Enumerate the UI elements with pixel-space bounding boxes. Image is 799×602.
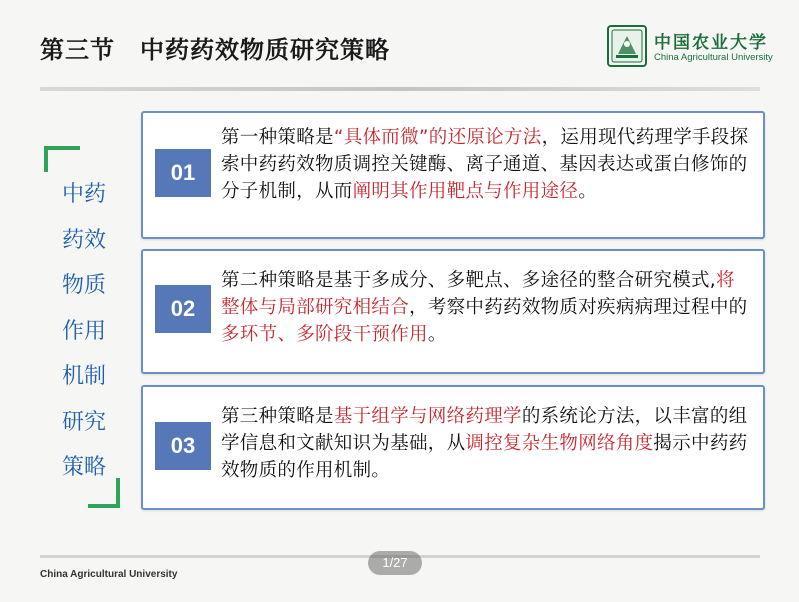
strategy-number-badge: 01 (155, 149, 211, 197)
strategy-card-1 (141, 111, 765, 239)
university-logo (606, 24, 776, 70)
logo-chinese-name: 中国农业大学 (654, 33, 768, 53)
side-label-line: 研究 (61, 409, 106, 435)
body-text: 第三种策略是 (221, 406, 334, 427)
strategy-number-badge: 03 (155, 422, 211, 470)
university-seal-icon (606, 24, 648, 68)
highlighted-text: 多环节、多阶段干预作用 (221, 324, 428, 345)
header-divider (40, 87, 760, 91)
strategy-text (221, 124, 751, 205)
footer-university: China Agricultural University (40, 569, 178, 580)
side-label-line: 中药 (61, 182, 106, 207)
body-text: 。 (578, 181, 598, 202)
side-label-line: 机制 (61, 364, 106, 389)
highlighted-text: “具体而微”的还原论方法 (333, 127, 542, 148)
body-text: 的系统论方法，以丰富的组学信息和文献知识为基础，从 (221, 406, 748, 454)
body-text: 揭示中药药效物质的作用机制。 (221, 433, 748, 481)
strategy-card-2 (141, 249, 765, 374)
body-text: 第二种策略是基于多成分、多靶点、多途径的整合研究模式, (221, 270, 716, 291)
side-label (56, 172, 112, 491)
side-label-line: 物质 (61, 273, 106, 298)
highlighted-text: 基于组学与网络药理学 (333, 406, 522, 427)
strategy-number-badge: 02 (155, 285, 211, 333)
side-label-line: 策略 (61, 455, 106, 480)
body-text: 第一种策略是 (221, 127, 334, 148)
bracket-bottom-right (88, 478, 120, 508)
strategy-text (221, 403, 751, 484)
logo-english-name: China Agricultural University (654, 52, 773, 63)
side-label-line: 作用 (61, 318, 106, 344)
highlighted-text: 将整体与局部研究相结合 (221, 270, 735, 318)
body-text: ，考察中药药效物质对疾病病理过程中的 (409, 297, 748, 318)
highlighted-text: 阐明其作用靶点与作用途径 (352, 181, 579, 202)
body-text: ，运用现代药理学手段探索中药药效物质调控关键酶、离子通道、基因表达或蛋白修饰的分子机制，从而 (221, 127, 749, 202)
page-title: 第三节 中药药效物质研究策略 (40, 36, 390, 64)
body-text: 。 (427, 324, 447, 345)
bracket-top-left (44, 146, 80, 172)
page-indicator[interactable]: 1/27 (368, 551, 422, 575)
side-label-line: 药效 (61, 227, 106, 253)
highlighted-text: 调控复杂生物网络角度 (465, 433, 654, 454)
strategy-card-3 (141, 385, 765, 510)
strategy-text (221, 267, 751, 348)
